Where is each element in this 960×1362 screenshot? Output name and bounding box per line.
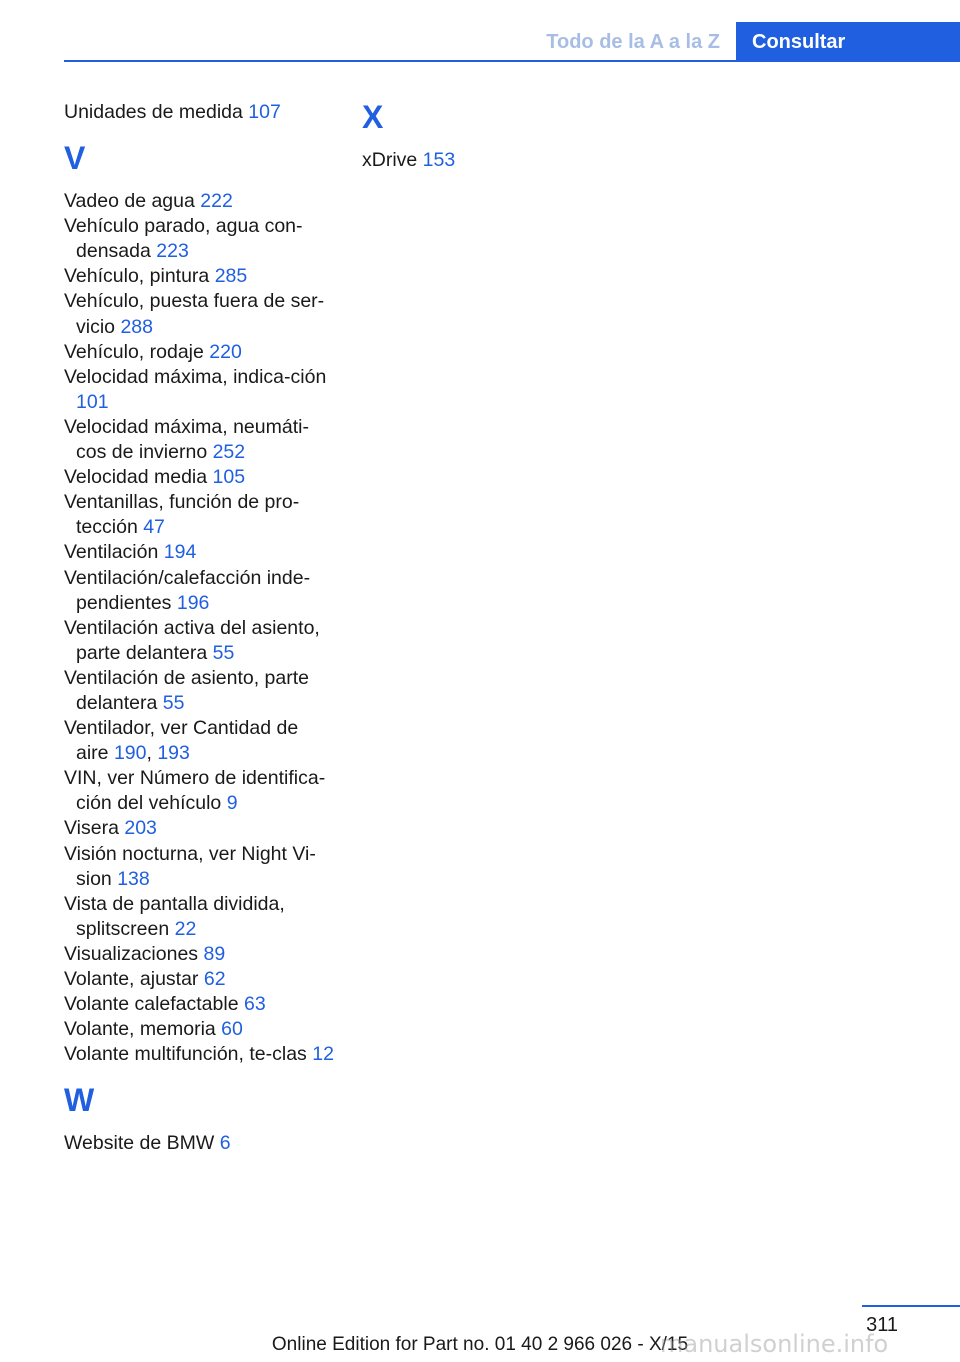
index-entry: [64, 1042, 334, 1067]
page-reference-link[interactable]: 55: [162, 691, 185, 714]
index-letter-heading: X: [362, 99, 384, 135]
index-entry: [64, 666, 334, 716]
index-entry-text: VIN, ver Número de identifica‐ción del vehículo: [64, 767, 326, 815]
index-letter-heading: W: [64, 1082, 95, 1119]
page-reference-link[interactable]: 196: [176, 591, 210, 614]
index-entry-text: Visión nocturna, ver Night Vi‐sion: [64, 842, 316, 890]
index-entry-text: Volante, ajustar: [64, 968, 204, 990]
index-entry: [64, 842, 334, 892]
index-entry-text: Vista de pantalla dividida, splitscreen: [64, 892, 285, 940]
page-reference-link[interactable]: 138: [117, 867, 150, 890]
index-column-left: [64, 100, 334, 1156]
page-reference-link[interactable]: 194: [163, 541, 197, 564]
index-entry: [64, 816, 334, 841]
index-entry: [64, 942, 334, 967]
page-reference-link[interactable]: 62: [203, 968, 226, 990]
index-entry-text: Visera: [64, 817, 125, 840]
watermark-logo: manualsonline.info: [660, 1330, 889, 1358]
page-reference-link[interactable]: 285: [214, 265, 248, 288]
page-reference-link[interactable]: 223: [156, 240, 189, 263]
index-entry: [64, 214, 334, 264]
index-entry-text: Velocidad máxima, neumáti‐cos de invierno: [64, 415, 309, 464]
header-divider: [64, 60, 960, 62]
index-entry-text: Volante, memoria: [64, 1018, 222, 1041]
index-entry-text: Vehículo, puesta fuera de ser‐vicio: [64, 290, 325, 338]
page-reference-link[interactable]: 220: [209, 340, 242, 363]
index-entry-text: Unidades de medida: [64, 101, 249, 123]
header-section-title: Todo de la A a la Z: [546, 31, 720, 53]
index-entry: [64, 992, 334, 1017]
header-tab-consultar[interactable]: Consultar: [736, 22, 960, 62]
index-entry: [64, 100, 334, 125]
index-entry: [64, 616, 334, 666]
index-entry: [64, 1017, 334, 1042]
ref-separator: ,: [146, 742, 158, 765]
index-entry: [64, 566, 334, 616]
page-reference-link[interactable]: 47: [143, 516, 165, 539]
index-entry-text: Ventanillas, función de pro‐tección: [64, 491, 300, 539]
index-entry: [64, 415, 334, 465]
index-letter-heading: V: [64, 140, 86, 177]
footer-edition: Online Edition for Part no. 01 40 2 966 026 - X/15: [271, 1334, 689, 1355]
page-reference-link[interactable]: 6: [219, 1132, 231, 1155]
index-entry: [64, 892, 334, 942]
page-reference-link[interactable]: 153: [422, 149, 456, 171]
index-entry-text: Velocidad media: [64, 466, 213, 489]
index-entry-text: Ventilación de asiento, parte delantera: [64, 666, 310, 714]
index-entry: [64, 766, 334, 816]
footer-divider: [862, 1305, 960, 1307]
page-reference-link[interactable]: 105: [212, 466, 246, 489]
page-reference-link[interactable]: 63: [243, 993, 266, 1016]
page-reference-link[interactable]: 288: [120, 315, 153, 338]
index-entry-text: Vehículo, pintura: [64, 265, 215, 288]
index-entry-text: xDrive: [362, 149, 423, 171]
index-entry: [64, 189, 334, 214]
index-entry: [64, 289, 334, 339]
index-entry: [64, 540, 334, 565]
page-reference-link[interactable]: 203: [124, 817, 157, 840]
index-entry-text: Vadeo de agua: [64, 190, 201, 213]
page-reference-link[interactable]: 222: [200, 190, 233, 213]
page-reference-link[interactable]: 12: [312, 1043, 334, 1066]
index-entry-text: Ventilación activa del asiento, parte delantera: [64, 616, 320, 664]
index-entry-text: Volante calefactable: [64, 993, 244, 1016]
index-entry-text: Ventilación: [64, 541, 164, 564]
index-entry-text: Velocidad máxima, indica‐ción: [64, 365, 327, 388]
index-entry-text: Vehículo parado, agua con‐densada: [64, 215, 303, 263]
index-entry-text: Website de BMW: [64, 1132, 220, 1155]
index-entry: [64, 465, 334, 490]
index-entry: [64, 365, 334, 415]
page-reference-link[interactable]: 9: [226, 792, 238, 815]
page-number: 311: [866, 1314, 898, 1336]
index-entry: [64, 1131, 334, 1156]
index-entry-text: Visualizaciones: [64, 942, 204, 965]
page-reference-link[interactable]: 107: [248, 101, 281, 123]
index-entry-text: Vehículo, rodaje: [64, 340, 210, 363]
index-entry: [64, 264, 334, 289]
page-reference-link[interactable]: 190: [113, 742, 147, 765]
index-entry: [64, 490, 334, 540]
page-reference-link[interactable]: 89: [203, 942, 226, 965]
index-entry: [64, 716, 334, 766]
index-entry-text: Ventilador, ver Cantidad de aire: [64, 717, 299, 765]
page-reference-link[interactable]: 55: [212, 641, 235, 664]
index-entry: [64, 340, 334, 365]
index-entry: [362, 148, 662, 173]
page-reference-link[interactable]: 252: [212, 441, 246, 464]
index-entry-text: Volante multifunción, te‐clas: [64, 1043, 313, 1066]
page-reference-link[interactable]: 60: [221, 1018, 243, 1041]
page-reference-link[interactable]: 101: [76, 390, 109, 413]
index-column-right: [362, 100, 662, 173]
index-entry: [64, 967, 334, 992]
index-entry-text: Ventilación/calefacción inde‐pendientes: [64, 566, 311, 614]
page-reference-link[interactable]: 193: [157, 742, 190, 765]
page-reference-link[interactable]: 22: [174, 917, 197, 940]
